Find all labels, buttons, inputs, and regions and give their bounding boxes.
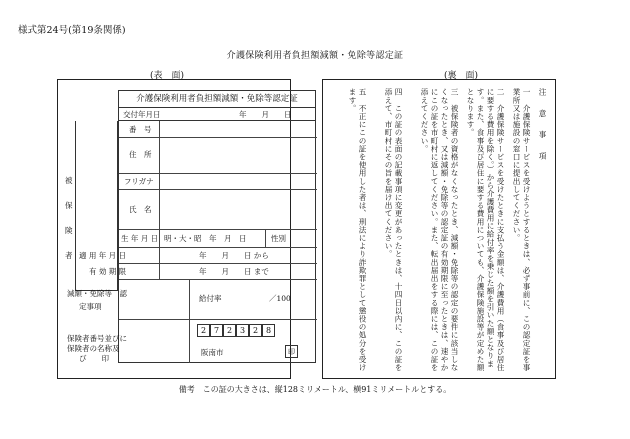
- insured-label-4: 者: [65, 251, 73, 260]
- insurer-digit: 2: [223, 324, 236, 337]
- note-item-1: 一 介護保険サービスを受けようとするときは、必ず事前に、この認定証を事業所又は施設の窓口に提出してください。: [512, 88, 531, 372]
- birth-label: 生 年 月 日: [121, 234, 159, 243]
- furigana-label: フリガナ: [124, 177, 154, 186]
- benefit-rate-label: 給付率: [199, 294, 222, 303]
- start-value: 年 月 日 から: [199, 251, 269, 260]
- insured-label-2: 保: [65, 201, 73, 210]
- insurer-label-3: び 印: [79, 354, 109, 363]
- insured-grid: [67, 121, 316, 363]
- card-title: 介護保険利用者負担額減額・免除等認定証: [118, 90, 316, 108]
- birth-value: 明・大・昭 年 月 日: [164, 234, 247, 243]
- insured-label-1: 被: [65, 176, 73, 185]
- page-title: 介護保険利用者負担額減額・免除等認定証: [226, 51, 404, 61]
- form-number: 様式第24号(第19条関係): [18, 25, 126, 36]
- seal-mark: 印: [285, 345, 298, 358]
- insurer-label-1: 保険者番号並びに: [67, 334, 127, 343]
- back-card: [322, 79, 556, 379]
- footer-note: 備考 この証の大きさは、縦128ミリメートル、横91ミリメートルとする。: [178, 385, 452, 394]
- benefit-rate-value: ／100: [269, 294, 291, 303]
- insurer-digit: 8: [262, 324, 275, 337]
- address-label: 住 所: [129, 150, 152, 159]
- back-side-label: (裏 面): [444, 71, 479, 81]
- insurer-label-2: 保険者の名称及: [67, 344, 120, 353]
- note-item-2: 二 介護保険サービスを受けたときに支払う金額は、介護費用（食事及び居住に要する費用を除く。）から介護費用に給付率を乗じた額を引いた額となります。また、食事及び居住に要する費用についても、介護保険施設等が定めた額となります。: [466, 88, 505, 372]
- insurer-digit: 7: [210, 324, 223, 337]
- start-label: 適 用 年 月 日: [79, 251, 127, 260]
- notes-heading: 注 意 事 項: [538, 88, 547, 163]
- end-label: 有 効 期 限: [89, 267, 127, 276]
- issue-date-value: 年 月 日: [239, 110, 292, 119]
- sex-label: 性別: [271, 234, 286, 243]
- issue-date-row: [118, 108, 316, 121]
- insurer-digit: 3: [236, 324, 249, 337]
- name-label: 氏 名: [129, 205, 152, 214]
- note-item-5: 五 不正にこの証を使用した者は、刑法により詐欺罪として懲役の処分を受けます。: [348, 88, 367, 372]
- issue-date-label: 交付年月日: [123, 110, 161, 119]
- reduction-label-1: 減額・免除等 認: [67, 289, 127, 298]
- note-item-3: 三 被保険者の資格がなくなったとき、減額・免除等の認定の要件に該当しなくなったとき、又は減額・免除等の認定証の有効期限に至ったときは、速やかにこの証を市町村に返してください。また、転出届出をする際には、この証を添えてください。: [420, 88, 459, 372]
- insurer-digit: 2: [197, 324, 210, 337]
- end-value: 年 月 日 まで: [199, 267, 269, 276]
- insurer-digit: 2: [249, 324, 262, 337]
- front-side-label: (表 面): [150, 71, 185, 81]
- reduction-label-2: 定事項: [79, 302, 102, 311]
- note-item-4: 四 この証の表面の記載事項に変更があったときは、十四日以内に、この証を添えて、市町村にその旨を届け出てください。: [384, 88, 403, 372]
- insured-label-3: 険: [65, 226, 73, 235]
- insurer-name: 阪南市: [201, 348, 224, 357]
- number-label: 番 号: [129, 125, 152, 134]
- front-card: [57, 79, 298, 379]
